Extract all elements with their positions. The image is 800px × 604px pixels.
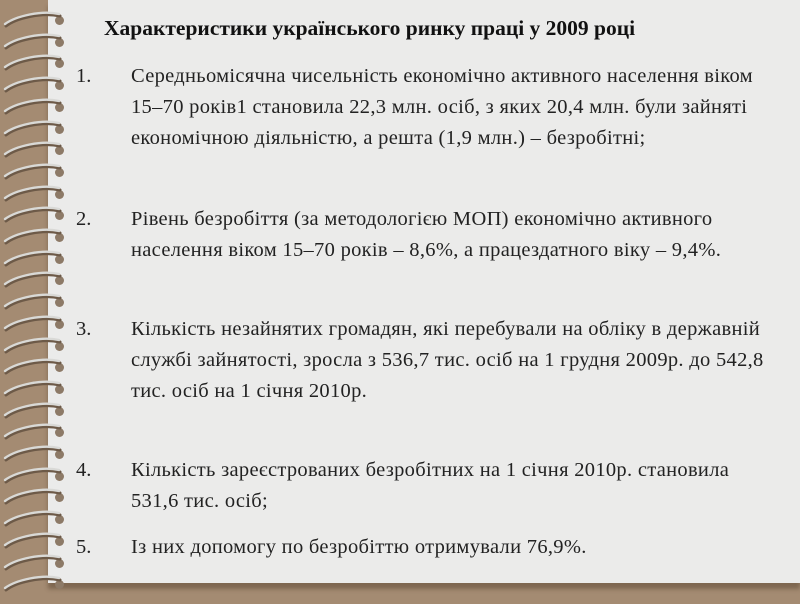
- item-text: Рівень безробіття (за методологією МОП) економічно активного населення віком 15–70 років – 8,6%, а працездатного віку – 9,4%.: [131, 208, 722, 261]
- item-text: Середньомісячна чисельність економічно активного населення віком 15–70 років1 становила 22,3 млн. осіб, з яких 20,4 млн. були зайняті економічною діяльністю, а решта (1,9 млн.) – безробітні;: [131, 65, 753, 149]
- item-number: 4.: [76, 459, 92, 481]
- item-text: Кількість незайнятих громадян, які перебували на обліку в державній службі зайнятості, зросла з 536,7 тис. осіб на 1 грудня 2009р. до 542,8 тис. осіб на 1 січня 2010р.: [131, 318, 764, 402]
- item-number: 3.: [76, 318, 92, 340]
- item-number: 5.: [76, 536, 92, 558]
- slide-title: Характеристики українського ринку праці у 2009 році: [104, 16, 636, 40]
- item-number: 1.: [76, 65, 92, 87]
- item-text: Кількість зареєстрованих безробітних на 1 січня 2010р. становила 531,6 тис. осіб;: [131, 459, 730, 512]
- item-text: Із них допомогу по безробіттю отримували 76,9%.: [131, 536, 587, 558]
- binding-ring-icon: [2, 570, 62, 604]
- item-number: 2.: [76, 208, 92, 230]
